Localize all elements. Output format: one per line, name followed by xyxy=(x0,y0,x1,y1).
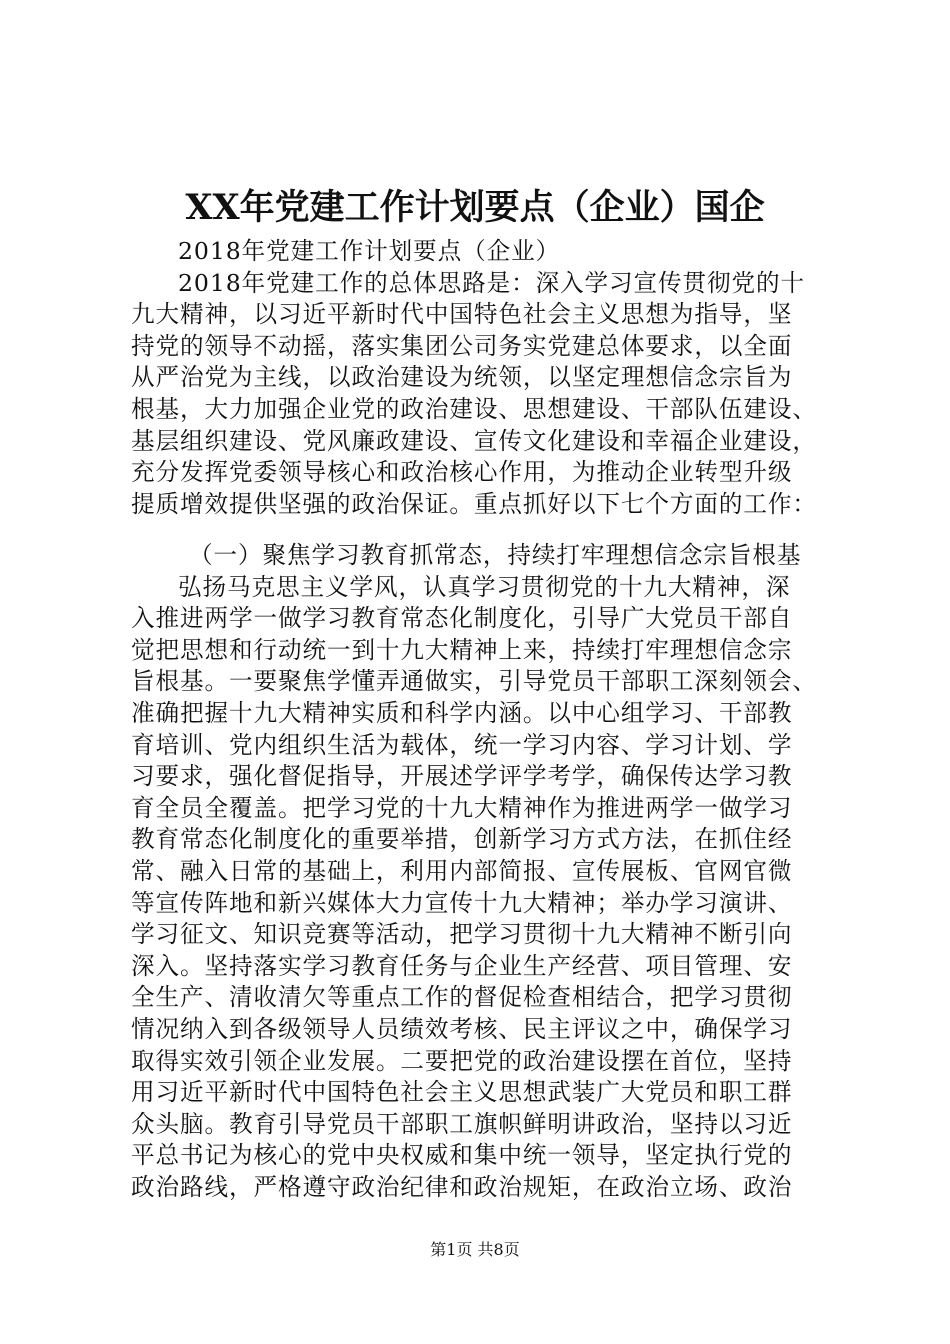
paragraph-line: 充分发挥党委领导核心和政治核心作用，为推动企业转型升级 xyxy=(131,458,793,487)
paragraph-line: 旨根基。一要聚焦学懂弄通做实，引导党员干部职工深刻领会、 xyxy=(131,667,817,696)
paragraph-line: 从严治党为主线，以政治建设为统领，以坚定理想信念宗旨为 xyxy=(131,363,793,392)
paragraph-line: 入推进两学一做学习教育常态化制度化，引导广大党员干部自 xyxy=(131,604,793,633)
paragraph-line: 准确把握十九大精神实质和科学内涵。以中心组学习、干部教 xyxy=(131,698,793,727)
paragraph-line: 取得实效引领企业发展。二要把党的政治建设摆在首位，坚持 xyxy=(131,1046,793,1075)
paragraph-line: 觉把思想和行动统一到十九大精神上来，持续打牢理想信念宗 xyxy=(131,635,793,664)
subtitle: 2018年党建工作计划要点（企业） xyxy=(178,237,561,265)
intro-block xyxy=(131,236,831,520)
paragraph-line: 提质增效提供坚强的政治保证。重点抓好以下七个方面的工作： xyxy=(131,489,817,518)
paragraph-line: 习要求，强化督促指导，开展述学评学考学，确保传达学习教 xyxy=(131,762,793,791)
paragraph-line: 深入。坚持落实学习教育任务与企业生产经营、项目管理、安 xyxy=(131,951,793,980)
paragraph-line: 等宣传阵地和新兴媒体大力宣传十九大精神；举办学习演讲、 xyxy=(131,888,793,917)
paragraph-line: 政治路线，严格遵守政治纪律和政治规矩，在政治立场、政治 xyxy=(131,1172,793,1201)
paragraph-line: 基层组织建设、党风廉政建设、宣传文化建设和幸福企业建设， xyxy=(131,426,817,455)
document-title: XX年党建工作计划要点（企业）国企 xyxy=(185,187,765,228)
paragraph-line: 教育常态化制度化的重要举措，创新学习方式方法，在抓住经 xyxy=(131,825,793,854)
section-heading: （一）聚焦学习教育抓常态，持续打牢理想信念宗旨根基 xyxy=(189,541,802,569)
paragraph-line: 众头脑。教育引导党员干部职工旗帜鲜明讲政治，坚持以习近 xyxy=(131,1109,793,1138)
paragraph-line: 2018年党建工作的总体思路是：深入学习宣传贯彻党的十 xyxy=(178,268,805,297)
paragraph-line: 根基，大力加强企业党的政治建设、思想建设、干部队伍建设、 xyxy=(131,394,817,423)
paragraph-line: 学习征文、知识竞赛等活动，把学习贯彻十九大精神不断引向 xyxy=(131,920,793,949)
page-footer: 第1页 共8页 xyxy=(430,1240,520,1259)
paragraph-line: 用习近平新时代中国特色社会主义思想武装广大党员和职工群 xyxy=(131,1078,793,1107)
paragraph-line: 常、融入日常的基础上，利用内部简报、宣传展板、官网官微 xyxy=(131,856,793,885)
paragraph-line: 育培训、党内组织生活为载体，统一学习内容、学习计划、学 xyxy=(131,730,793,759)
paragraph-line: 持党的领导不动摇，落实集团公司务实党建总体要求，以全面 xyxy=(131,331,793,360)
paragraph-line: 育全员全覆盖。把学习党的十九大精神作为推进两学一做学习 xyxy=(131,793,793,822)
paragraph-line: 平总书记为核心的党中央权威和集中统一领导，坚定执行党的 xyxy=(131,1141,793,1170)
paragraph-line: 情况纳入到各级领导人员绩效考核、民主评议之中，确保学习 xyxy=(131,1014,793,1043)
paragraph-line: 弘扬马克思主义学风，认真学习贯彻党的十九大精神，深 xyxy=(178,572,791,601)
paragraph-line: 九大精神，以习近平新时代中国特色社会主义思想为指导，坚 xyxy=(131,300,793,329)
paragraph-line: 全生产、清收清欠等重点工作的督促检查相结合，把学习贯彻 xyxy=(131,983,793,1012)
section-1-block xyxy=(131,540,831,1203)
